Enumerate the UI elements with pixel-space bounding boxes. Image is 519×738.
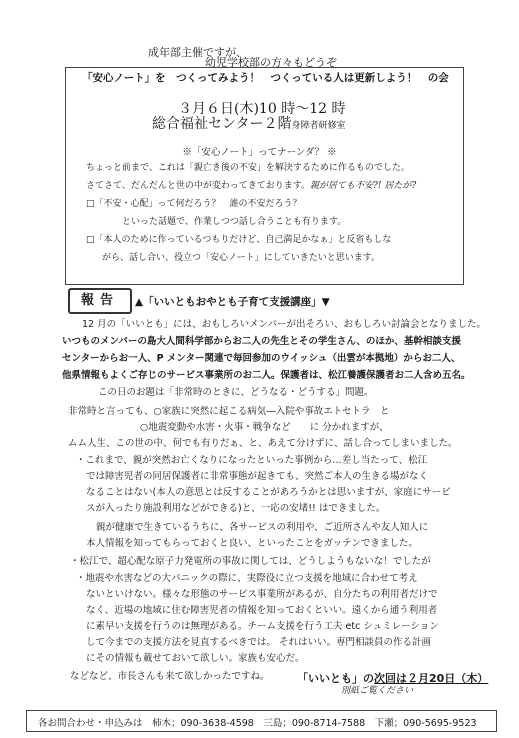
body-line: 非常時と言っても、○家族に突然に起こる病気―入院や事故エトセトラ と <box>68 406 390 417</box>
body-line: などなど、市長さんも来て欲しかったですね。 <box>70 671 270 682</box>
event-line: □「本人のために作っているつもりだけど、自己満足かなぁ」と反省もしな <box>86 235 392 245</box>
body-line: では障害児者の同居保護者に非常事態が起きても、突然ご本人の生きる場がなく <box>86 471 429 482</box>
next-meeting-note: 別紙ご覧ください <box>341 686 414 696</box>
body-line: して今までの支援方法を見直するべきでは。 それはいい。専門相談員の作る計画 <box>86 637 432 648</box>
participants-line: センターからお一人、P メンター関連で毎回参加のウイッシュ（出雲が本拠地）からお二人、 <box>62 353 461 364</box>
body-line: ムム人生、この世の中、何でも有りだぁ、と、あえて分けずに、話し合ってしまいました。 <box>68 438 458 449</box>
body-line: に素早い支援を行うのは無理がある。チーム支援を行う工夫 etc シュミレーション <box>86 621 439 632</box>
event-place <box>152 113 345 133</box>
body-line: 本人情報を知ってもらっておくと良い、といったことをガッテンできました。 <box>86 538 418 549</box>
event-line <box>86 178 416 191</box>
body-line: ないといけない。様々な形態のサービス事業所があるが、自分たちの利用者だけで <box>86 589 438 600</box>
organizer-line: 成年部主催ですが、 <box>148 46 247 59</box>
report-heading: ▲「いいともおやとも子育て支援講座」▼ <box>135 296 330 308</box>
participants-line: 他県情報もよくご存じのサービス事業所のお二人。保護者は、松江養護保護者お二人含め五名。 <box>62 370 471 381</box>
event-question: ※「安心ノート」ってナーンダ？ ※ <box>182 147 337 158</box>
next-meeting-date: 次回は２月20日（木） <box>374 672 489 685</box>
event-date: ３月６日(木)10 時〜12 時 <box>178 101 346 117</box>
audience-line: 幼児学校部の方々もどうぞ <box>205 56 337 69</box>
body-line: ・松江で、超心配な原子力発電所の事故に関しては、どうしようもないな！でしたが <box>70 556 431 567</box>
body-line: ○地震変動や水害・火事・戦争など に 分かれますが、 <box>140 422 389 433</box>
event-line: □「不安・心配」って何だろう？ 誰の不安だろう？ <box>86 199 302 209</box>
event-place-name: 総合福祉センター２階 <box>152 116 292 132</box>
body-line: なく、近場の地域に住む障害児者の情報を知っておくといい。遠くから通う利用者 <box>86 605 438 616</box>
event-line: ちょっと前まで、これは「親亡き後の不安」を解決するために作るものでした。 <box>86 163 410 173</box>
event-line: がら、話し合い、役立つ「安心ノート」にしていきたいと思います。 <box>102 253 381 263</box>
body-line: にその情報も載せておいて欲しい。家族も安心だ。 <box>86 653 305 664</box>
event-line: といった話題で、作業しつつ話し合うことも有ります。 <box>122 217 347 227</box>
body-line: ・地震や水害などの大パニックの際に、実際役に立つ支援を地域に合わせて考え <box>76 573 418 584</box>
body-line: なることはない(本人の意思とは反することがあろうかとは思いますが、家庭にサービ <box>86 487 451 498</box>
body-line: スが入ったり施設利用などができる)と、一応の安堵!! はできました。 <box>86 503 386 514</box>
body-line: 親が健康で生きているうちに、各サービスの利用や、ご近所さんや友人知人に <box>96 522 429 533</box>
participants-line: いつものメンバーの島大人間科学部からお二人の先生とその学生さん、のほか、基幹相談支援 <box>62 336 461 347</box>
next-meeting-prefix: 「いいとも」の <box>297 672 374 685</box>
body-line: ・これまで、親が突然お亡くなりになったといった事例から…差し当たって、松江 <box>76 455 428 466</box>
handwritten-note: 親が居ても不安?! 居たが? <box>310 181 417 191</box>
event-title: 「安心ノート」を つくってみよう！ つくっている人は更新しよう！ の会 <box>82 72 449 84</box>
event-line-text: さてさて、だんだんと世の中が変わってきております。 <box>86 181 311 191</box>
report-intro: 12 月の「いいとも」には、おもしろいメンバーが出そろい、おもしろい討論会となりました。 <box>82 319 486 330</box>
contact-info: 各お問合わせ・申込みは 柿木；090-3638-4598 三島；090-8714-7588 下瀬；090-5695-9523 <box>38 718 477 729</box>
report-label: 報告 <box>68 288 132 314</box>
event-room: 身障者研修室 <box>291 121 346 131</box>
report-theme: この日のお題は「非常時のときに、どうなる・どうする」問題。 <box>98 387 374 398</box>
